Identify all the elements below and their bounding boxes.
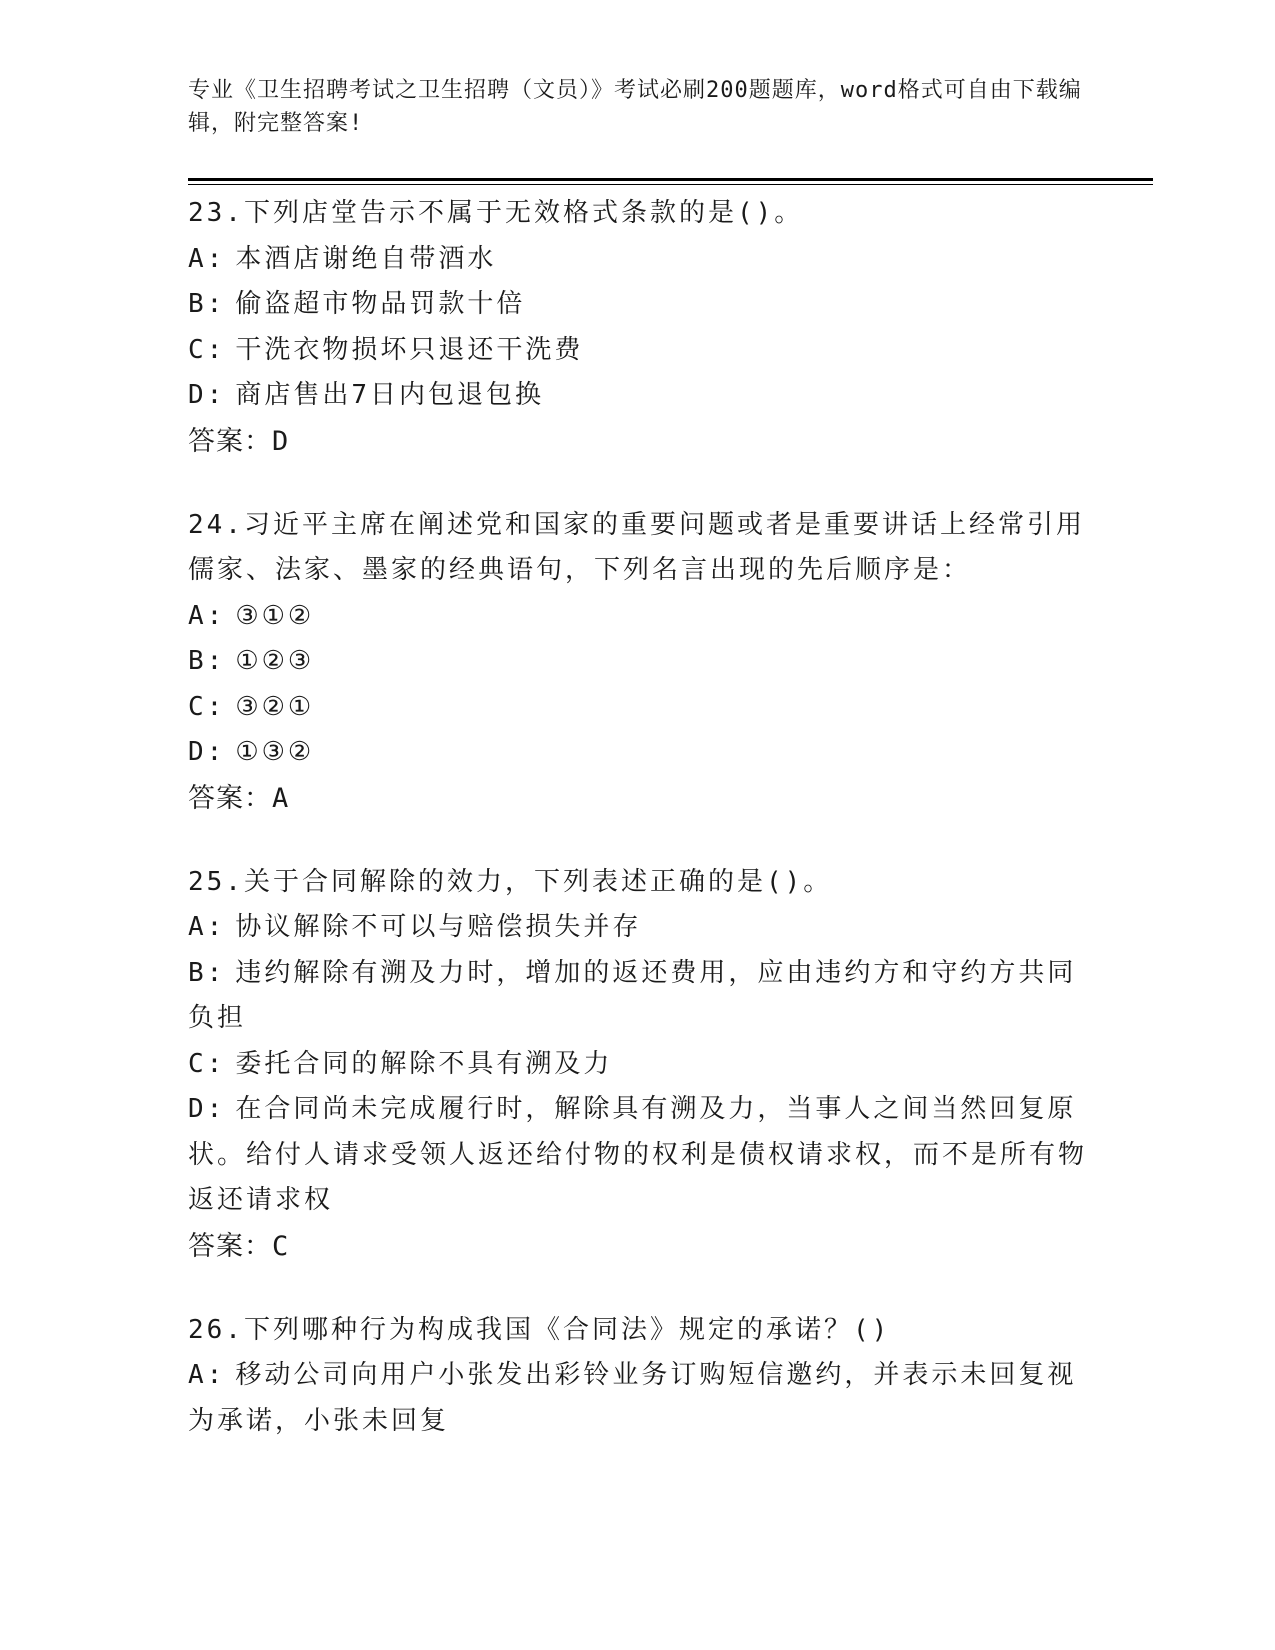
option-d	[188, 1087, 1088, 1224]
question-stem: 26.下列哪种行为构成我国《合同法》规定的承诺？()	[188, 1314, 891, 1345]
option-text: ①③②	[235, 737, 315, 767]
option-label: D:	[188, 380, 226, 410]
option-text: 委托合同的解除不具有溯及力	[235, 1048, 613, 1079]
question-item	[188, 503, 1088, 822]
option-label: B:	[188, 646, 226, 676]
answer-label: 答案：	[188, 1230, 272, 1262]
question-list	[188, 191, 1088, 1482]
option-text: 偷盗超市物品罚款十倍	[235, 289, 526, 319]
option-c	[188, 685, 1088, 731]
question-item	[188, 1308, 1088, 1445]
option-label: A:	[188, 600, 226, 631]
answer-label: 答案：	[188, 782, 272, 814]
option-d	[188, 730, 1088, 776]
option-text: ③①②	[235, 600, 315, 631]
answer-value: D	[272, 425, 290, 457]
answer-label: 答案：	[188, 425, 272, 457]
option-b	[188, 639, 1088, 685]
question-stem: 24.习近平主席在阐述党和国家的重要问题或者是重要讲话上经常引用儒家、法家、墨家的经典语句，下列名言出现的先后顺序是：	[188, 509, 1085, 585]
option-text: 协议解除不可以与赔偿损失并存	[235, 912, 642, 942]
option-label: B:	[188, 957, 226, 988]
option-text: 本酒店谢绝自带酒水	[235, 243, 497, 274]
option-text: 违约解除有溯及力时，增加的返还费用，应由违约方和守约方共同负担	[188, 957, 1077, 1033]
question-item	[188, 860, 1088, 1270]
answer-value: A	[272, 782, 290, 814]
header-divider-thick	[188, 178, 1153, 181]
option-text: 商店售出7日内包退包换	[235, 380, 544, 410]
question-stem: 23.下列店堂告示不属于无效格式条款的是()。	[188, 198, 804, 228]
option-text: 干洗衣物损坏只退还干洗费	[235, 334, 584, 365]
option-text: 移动公司向用户小张发出彩铃业务订购短信邀约，并表示未回复视为承诺，小张未回复	[188, 1360, 1077, 1436]
option-d	[188, 373, 1088, 419]
option-label: A:	[188, 243, 226, 274]
header-divider-thin	[188, 184, 1153, 185]
option-b	[188, 282, 1088, 328]
option-a	[188, 237, 1088, 283]
option-label: D:	[188, 1094, 226, 1124]
option-label: C:	[188, 1048, 226, 1079]
option-b	[188, 951, 1088, 1042]
option-label: B:	[188, 289, 226, 319]
question-stem: 25.关于合同解除的效力，下列表述正确的是()。	[188, 866, 833, 897]
option-label: C:	[188, 334, 226, 365]
option-label: C:	[188, 691, 226, 722]
question-item	[188, 191, 1088, 465]
option-label: A:	[188, 1360, 226, 1390]
option-a	[188, 1353, 1088, 1444]
option-label: A:	[188, 912, 226, 942]
option-text: 在合同尚未完成履行时，解除具有溯及力，当事人之间当然回复原状。给付人请求受领人返还给付物的权利是债权请求权，而不是所有物返还请求权	[188, 1094, 1088, 1215]
answer-line	[188, 419, 1088, 465]
option-a	[188, 594, 1088, 640]
answer-value: C	[272, 1230, 290, 1262]
option-c	[188, 1042, 1088, 1088]
answer-line	[188, 776, 1088, 822]
answer-line	[188, 1224, 1088, 1270]
option-label: D:	[188, 737, 226, 767]
option-text: ③②①	[235, 691, 315, 722]
option-c	[188, 328, 1088, 374]
document-header: 专业《卫生招聘考试之卫生招聘（文员）》考试必刷200题题库，word格式可自由下载编辑，附完整答案!	[188, 78, 1082, 136]
option-text: ①②③	[235, 646, 315, 676]
option-a	[188, 905, 1088, 951]
